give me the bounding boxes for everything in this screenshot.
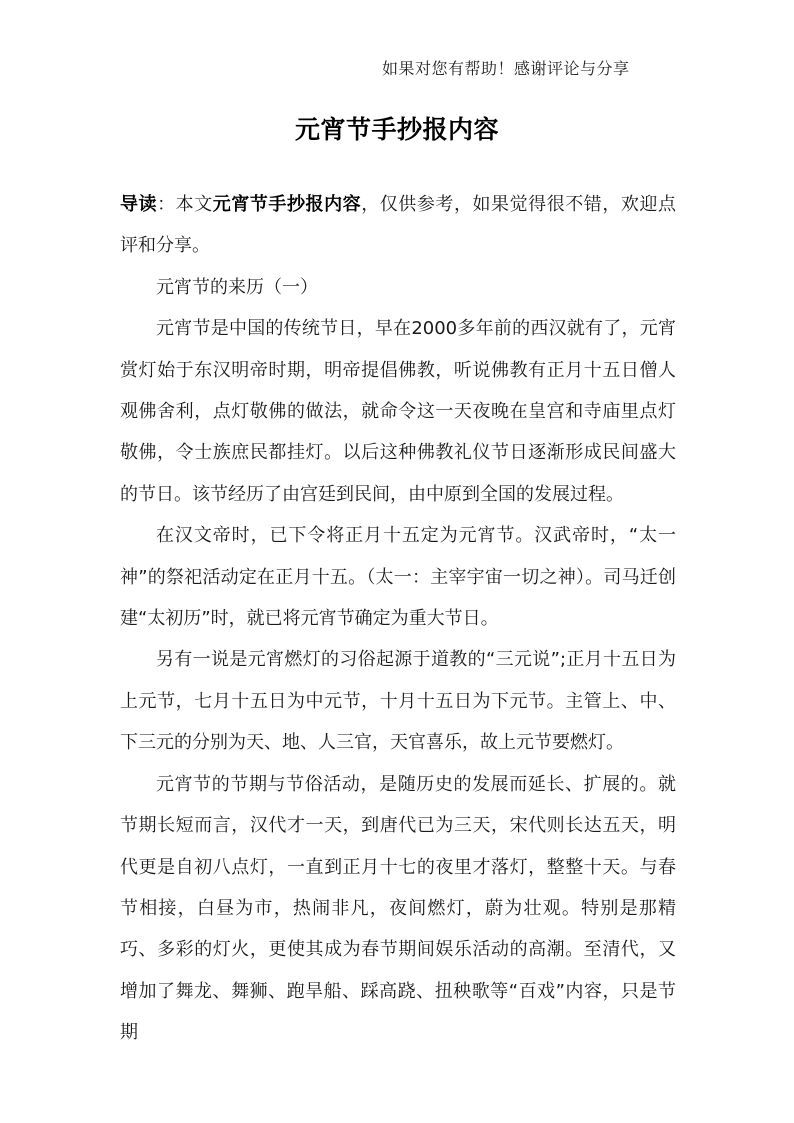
paragraph-festival-period: 元宵节的节期与节俗活动，是随历史的发展而延长、扩展的。就节期长短而言，汉代才一天，到唐代已为三天，宋代则长达五天，明代更是自初八点灯，一直到正月十七的夜里才落灯，整整十天。与春节相接，白昼为市，热闹非凡，夜间燃灯，蔚为壮观。特别是那精巧、多彩的灯火，更使其成为春节期间娱乐活动的高潮。至清代，又增加了舞龙、舞狮、跑旱船、踩高跷、扭秧歌等“百戏”内容，只是节期 [120, 773, 676, 1044]
intro-label: 导读 [120, 194, 158, 215]
paragraph-taoism: 另有一说是元宵燃灯的习俗起源于道教的“三元说”;正月十五日为上元节，七月十五日为中元节，十月十五日为下元节。主管上、中、下三元的分别为天、地、人三官，天官喜乐，故上元节要燃灯。 [120, 649, 676, 754]
intro-paragraph [120, 184, 676, 267]
intro-rest: ，仅供参考，如果觉得很不错，欢迎点评和分享。 [120, 194, 677, 257]
section-heading: 元宵节的来历（一） [156, 276, 318, 298]
intro-keyword: 元宵节手抄报内容 [212, 194, 362, 215]
paragraph-origin: 元宵节是中国的传统节日，早在2000多年前的西汉就有了，元宵赏灯始于东汉明帝时期，明帝提倡佛教，听说佛教有正月十五日僧人观佛舍利，点灯敬佛的做法，就命令这一天夜晚在皇宫和寺庙里点灯敬佛，令士族庶民都挂灯。以后这种佛教礼仪节日逐渐形成民间盛大的节日。该节经历了由宫廷到民间，由中原到全国的发展过程。 [120, 318, 676, 505]
intro-separator: ：本文 [157, 194, 213, 215]
paragraph-han-dynasty: 在汉文帝时，已下令将正月十五定为元宵节。汉武帝时，“太一神”的祭祀活动定在正月十五。（太一：主宰宇宙一切之神）。司马迁创建“太初历”时，就已将元宵节确定为重大节日。 [120, 525, 676, 630]
document-title: 元宵节手抄报内容 [294, 115, 499, 144]
header-note: 如果对您有帮助！感谢评论与分享 [382, 59, 630, 78]
document-body [120, 184, 676, 1054]
